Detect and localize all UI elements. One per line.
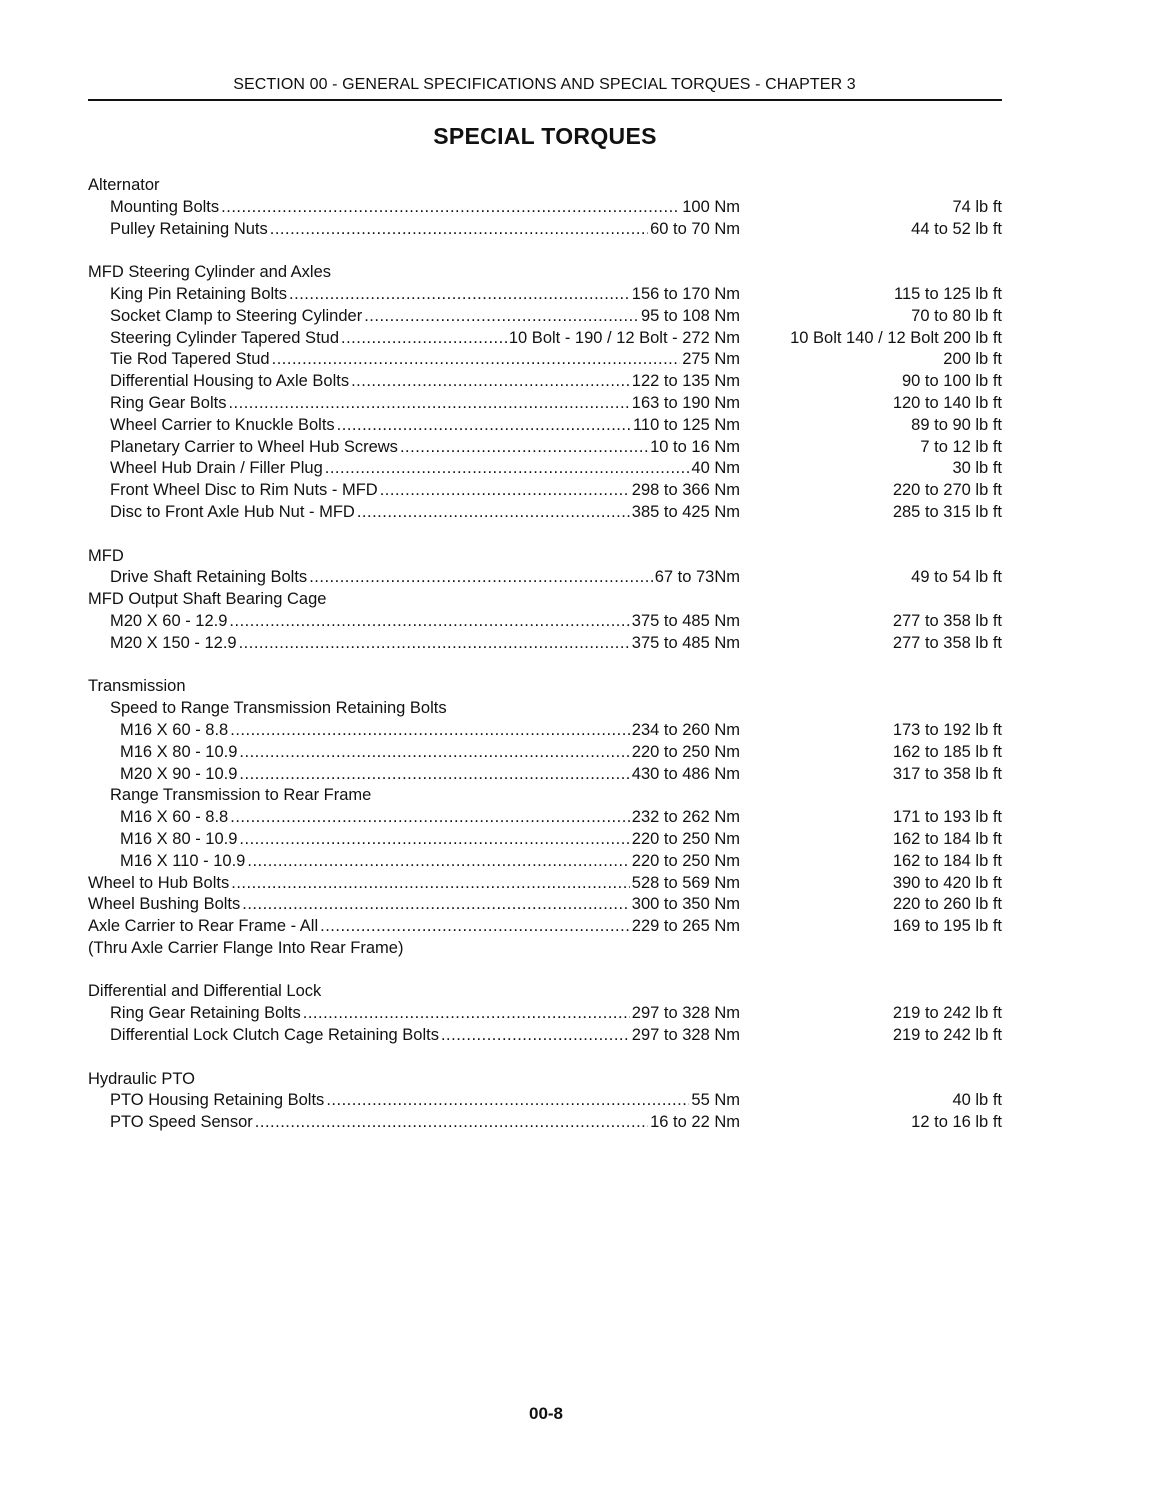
torque-nm-value: 385 to 425 Nm <box>631 502 740 521</box>
spec-row <box>88 393 1002 415</box>
torque-nm-value: 375 to 485 Nm <box>631 633 740 652</box>
torque-nm-value: 232 to 262 Nm <box>631 808 740 827</box>
torque-nm-value: 163 to 190 Nm <box>631 393 740 412</box>
torque-lbft-value: 285 to 315 lb ft <box>892 502 1002 521</box>
torque-lbft-value: 162 to 185 lb ft <box>892 742 1002 761</box>
spec-label: Wheel to Hub Bolts <box>88 873 230 892</box>
torque-lbft-value: 317 to 358 lb ft <box>892 764 1002 783</box>
spec-group-heading: MFD Steering Cylinder and Axles <box>88 263 332 282</box>
spec-label: Drive Shaft Retaining Bolts <box>110 568 308 587</box>
spec-row <box>88 807 1002 829</box>
spec-label: Differential Lock Clutch Cage Retaining Bolts <box>110 1026 439 1045</box>
spec-row <box>88 894 1002 916</box>
spec-row <box>88 480 1002 502</box>
torque-nm-value: 430 to 486 Nm <box>631 764 740 783</box>
torque-lbft-value: 277 to 358 lb ft <box>892 633 1002 652</box>
torque-nm-value: 220 to 250 Nm <box>631 829 740 848</box>
dot-leader <box>242 894 630 916</box>
dot-leader <box>341 328 507 350</box>
spec-label: M20 X 90 - 10.9 <box>120 764 238 783</box>
spec-row <box>88 1025 1002 1047</box>
torque-lbft-value: 44 to 52 lb ft <box>911 219 1002 238</box>
torque-nm-value: 122 to 135 Nm <box>631 372 740 391</box>
spec-row <box>88 1090 1002 1112</box>
spec-label: M16 X 80 - 10.9 <box>120 742 238 761</box>
torque-lbft-value: 219 to 242 lb ft <box>892 1026 1002 1045</box>
torque-nm-value: 298 to 366 Nm <box>631 481 740 500</box>
page-number: 00-8 <box>528 1404 564 1423</box>
spec-row <box>88 916 1002 938</box>
torque-nm-value: 110 to 125 Nm <box>632 415 740 434</box>
dot-leader <box>309 567 653 589</box>
torque-lbft-value: 30 lb ft <box>952 459 1002 478</box>
torque-lbft-value: 162 to 184 lb ft <box>892 851 1002 870</box>
torque-lbft-value: 40 lb ft <box>952 1091 1002 1110</box>
torque-nm-value: 375 to 485 Nm <box>631 611 740 630</box>
dot-leader <box>320 916 630 938</box>
torque-nm-value: 220 to 250 Nm <box>631 851 740 870</box>
torque-lbft-value: 120 to 140 lb ft <box>892 393 1002 412</box>
dot-leader <box>239 742 629 764</box>
spec-heading <box>88 1069 1002 1091</box>
spec-label: PTO Speed Sensor <box>110 1113 253 1132</box>
torque-lbft-value: 90 to 100 lb ft <box>902 372 1002 391</box>
spec-heading <box>88 981 1002 1003</box>
torque-nm-value: 100 Nm <box>682 197 740 216</box>
torque-lbft-value: 115 to 125 lb ft <box>894 284 1002 303</box>
torque-nm-value: 297 to 328 Nm <box>631 1004 740 1023</box>
spec-row <box>88 284 1002 306</box>
spec-row <box>88 219 1002 241</box>
spec-label: M16 X 60 - 8.8 <box>120 720 229 739</box>
spec-label: Disc to Front Axle Hub Nut - MFD <box>110 502 355 521</box>
torque-lbft-value: 171 to 193 lb ft <box>892 808 1002 827</box>
spec-row <box>88 851 1002 873</box>
spec-row <box>88 1112 1002 1134</box>
spec-label: King Pin Retaining Bolts <box>110 284 288 303</box>
spec-heading <box>88 175 1002 197</box>
torque-nm-value: 67 to 73Nm <box>654 568 740 587</box>
dot-leader <box>272 349 681 371</box>
spec-group-heading: Range Transmission to Rear Frame <box>110 786 372 805</box>
spec-row <box>88 720 1002 742</box>
spec-row <box>88 197 1002 219</box>
torque-nm-value: 16 to 22 Nm <box>650 1113 740 1132</box>
spec-row <box>88 502 1002 524</box>
torque-lbft-value: 49 to 54 lb ft <box>911 568 1002 587</box>
spec-label: M16 X 110 - 10.9 <box>120 851 246 870</box>
header-rule <box>88 99 1002 101</box>
spec-label: M16 X 60 - 8.8 <box>120 808 229 827</box>
torque-nm-value: 300 to 350 Nm <box>631 895 740 914</box>
spec-group-heading: Transmission <box>88 677 186 696</box>
spec-label: Steering Cylinder Tapered Stud <box>110 328 340 347</box>
spec-group-heading: Alternator <box>88 176 160 194</box>
dot-leader <box>230 807 630 829</box>
dot-leader <box>326 1090 689 1112</box>
dot-leader <box>400 437 648 459</box>
torque-lbft-value: 74 lb ft <box>952 197 1002 216</box>
spec-row <box>88 742 1002 764</box>
torque-lbft-value: 173 to 192 lb ft <box>892 720 1002 739</box>
spec-label: Wheel Bushing Bolts <box>88 895 241 914</box>
torque-lbft-value: 89 to 90 lb ft <box>911 415 1002 434</box>
spec-label: Pulley Retaining Nuts <box>110 219 268 238</box>
dot-leader <box>239 633 630 655</box>
spec-row <box>88 611 1002 633</box>
torque-lbft-value: 162 to 184 lb ft <box>892 829 1002 848</box>
spec-label: Mounting Bolts <box>110 197 220 216</box>
spec-row <box>88 306 1002 328</box>
spec-label: Front Wheel Disc to Rim Nuts - MFD <box>110 481 378 500</box>
dot-leader <box>441 1025 630 1047</box>
torque-nm-value: 10 to 16 Nm <box>650 437 740 456</box>
dot-leader <box>230 720 630 742</box>
spec-heading <box>88 676 1002 698</box>
dot-leader <box>380 480 630 502</box>
torque-nm-value: 297 to 328 Nm <box>631 1026 740 1045</box>
dot-leader <box>221 197 680 219</box>
spec-label: Planetary Carrier to Wheel Hub Screws <box>110 437 398 456</box>
dot-leader <box>351 371 630 393</box>
torque-nm-value: 234 to 260 Nm <box>631 720 740 739</box>
spec-label: Wheel Hub Drain / Filler Plug <box>110 459 323 478</box>
spec-heading <box>88 589 1002 611</box>
dot-leader <box>247 851 629 873</box>
dot-leader <box>289 284 630 306</box>
torque-nm-value: 60 to 70 Nm <box>650 219 740 238</box>
dot-leader <box>364 306 639 328</box>
dot-leader <box>325 458 690 480</box>
torque-lbft-value: 219 to 242 lb ft <box>892 1004 1002 1023</box>
torque-lbft-value: 169 to 195 lb ft <box>892 917 1002 936</box>
torque-nm-value: 275 Nm <box>682 350 740 369</box>
spec-label: Ring Gear Bolts <box>110 393 227 412</box>
spec-label: Differential Housing to Axle Bolts <box>110 372 350 391</box>
dot-leader <box>229 611 629 633</box>
dot-leader <box>231 873 630 895</box>
spec-row <box>88 415 1002 437</box>
torque-lbft-value: 220 to 260 lb ft <box>892 895 1002 914</box>
torque-nm-value: 156 to 170 Nm <box>631 284 740 303</box>
spec-label: PTO Housing Retaining Bolts <box>110 1091 325 1110</box>
dot-leader <box>270 219 648 241</box>
spec-group-heading: MFD Output Shaft Bearing Cage <box>88 590 327 609</box>
torque-lbft-value: 70 to 80 lb ft <box>911 306 1002 325</box>
spec-heading <box>88 938 1002 960</box>
spec-row <box>88 371 1002 393</box>
spec-row <box>88 873 1002 895</box>
spec-label: M20 X 60 - 12.9 <box>110 611 228 630</box>
dot-leader <box>303 1003 630 1025</box>
spec-heading <box>88 546 1002 568</box>
torque-lbft-value: 390 to 420 lb ft <box>892 873 1002 892</box>
spec-group-heading: (Thru Axle Carrier Flange Into Rear Frame) <box>88 938 404 957</box>
spec-row <box>88 1003 1002 1025</box>
spec-row <box>88 437 1002 459</box>
spec-label: M16 X 80 - 10.9 <box>120 829 238 848</box>
torque-lbft-value: 7 to 12 lb ft <box>920 437 1002 456</box>
torque-nm-value: 528 to 569 Nm <box>631 873 740 892</box>
spec-label: Ring Gear Retaining Bolts <box>110 1004 301 1023</box>
spec-row <box>88 328 1002 350</box>
dot-leader <box>357 502 630 524</box>
dot-leader <box>239 764 629 786</box>
torque-lbft-value: 12 to 16 lb ft <box>911 1113 1002 1132</box>
spec-group-heading: Differential and Differential Lock <box>88 982 322 1001</box>
dot-leader <box>228 393 629 415</box>
torque-lbft-value: 200 lb ft <box>943 350 1002 369</box>
spec-heading <box>88 698 1002 720</box>
torque-lbft-value: 220 to 270 lb ft <box>892 481 1002 500</box>
torque-spec-list <box>88 175 1002 1134</box>
spec-row <box>88 764 1002 786</box>
spec-group-heading: Hydraulic PTO <box>88 1069 195 1088</box>
spec-label: Axle Carrier to Rear Frame - All <box>88 917 319 936</box>
spec-label: Wheel Carrier to Knuckle Bolts <box>110 415 335 434</box>
spec-row <box>88 349 1002 371</box>
torque-nm-value: 229 to 265 Nm <box>631 917 740 936</box>
torque-nm-value: 95 to 108 Nm <box>640 306 740 325</box>
dot-leader <box>239 829 629 851</box>
spec-row <box>88 567 1002 589</box>
spec-group-heading: MFD <box>88 546 124 565</box>
torque-lbft-value: 277 to 358 lb ft <box>892 611 1002 630</box>
spec-label: Tie Rod Tapered Stud <box>110 350 270 369</box>
dot-leader <box>337 415 631 437</box>
spec-row <box>88 633 1002 655</box>
section-header: SECTION 00 - GENERAL SPECIFICATIONS AND SPECIAL TORQUES - CHAPTER 3 <box>233 76 856 93</box>
spec-label: Socket Clamp to Steering Cylinder <box>110 306 363 325</box>
spec-heading <box>88 262 1002 284</box>
page-title: SPECIAL TORQUES <box>433 123 657 149</box>
torque-nm-value: 40 Nm <box>691 459 740 478</box>
torque-nm-value: 55 Nm <box>691 1091 740 1110</box>
dot-leader <box>255 1112 648 1134</box>
spec-heading <box>88 785 1002 807</box>
torque-lbft-value: 10 Bolt 140 / 12 Bolt 200 lb ft <box>790 328 1002 347</box>
spec-group-heading: Speed to Range Transmission Retaining Bolts <box>110 699 447 718</box>
spec-label: M20 X 150 - 12.9 <box>110 633 237 652</box>
spec-row <box>88 458 1002 480</box>
torque-nm-value: 220 to 250 Nm <box>631 742 740 761</box>
torque-nm-value: 10 Bolt - 190 / 12 Bolt - 272 Nm <box>508 328 740 347</box>
spec-row <box>88 829 1002 851</box>
